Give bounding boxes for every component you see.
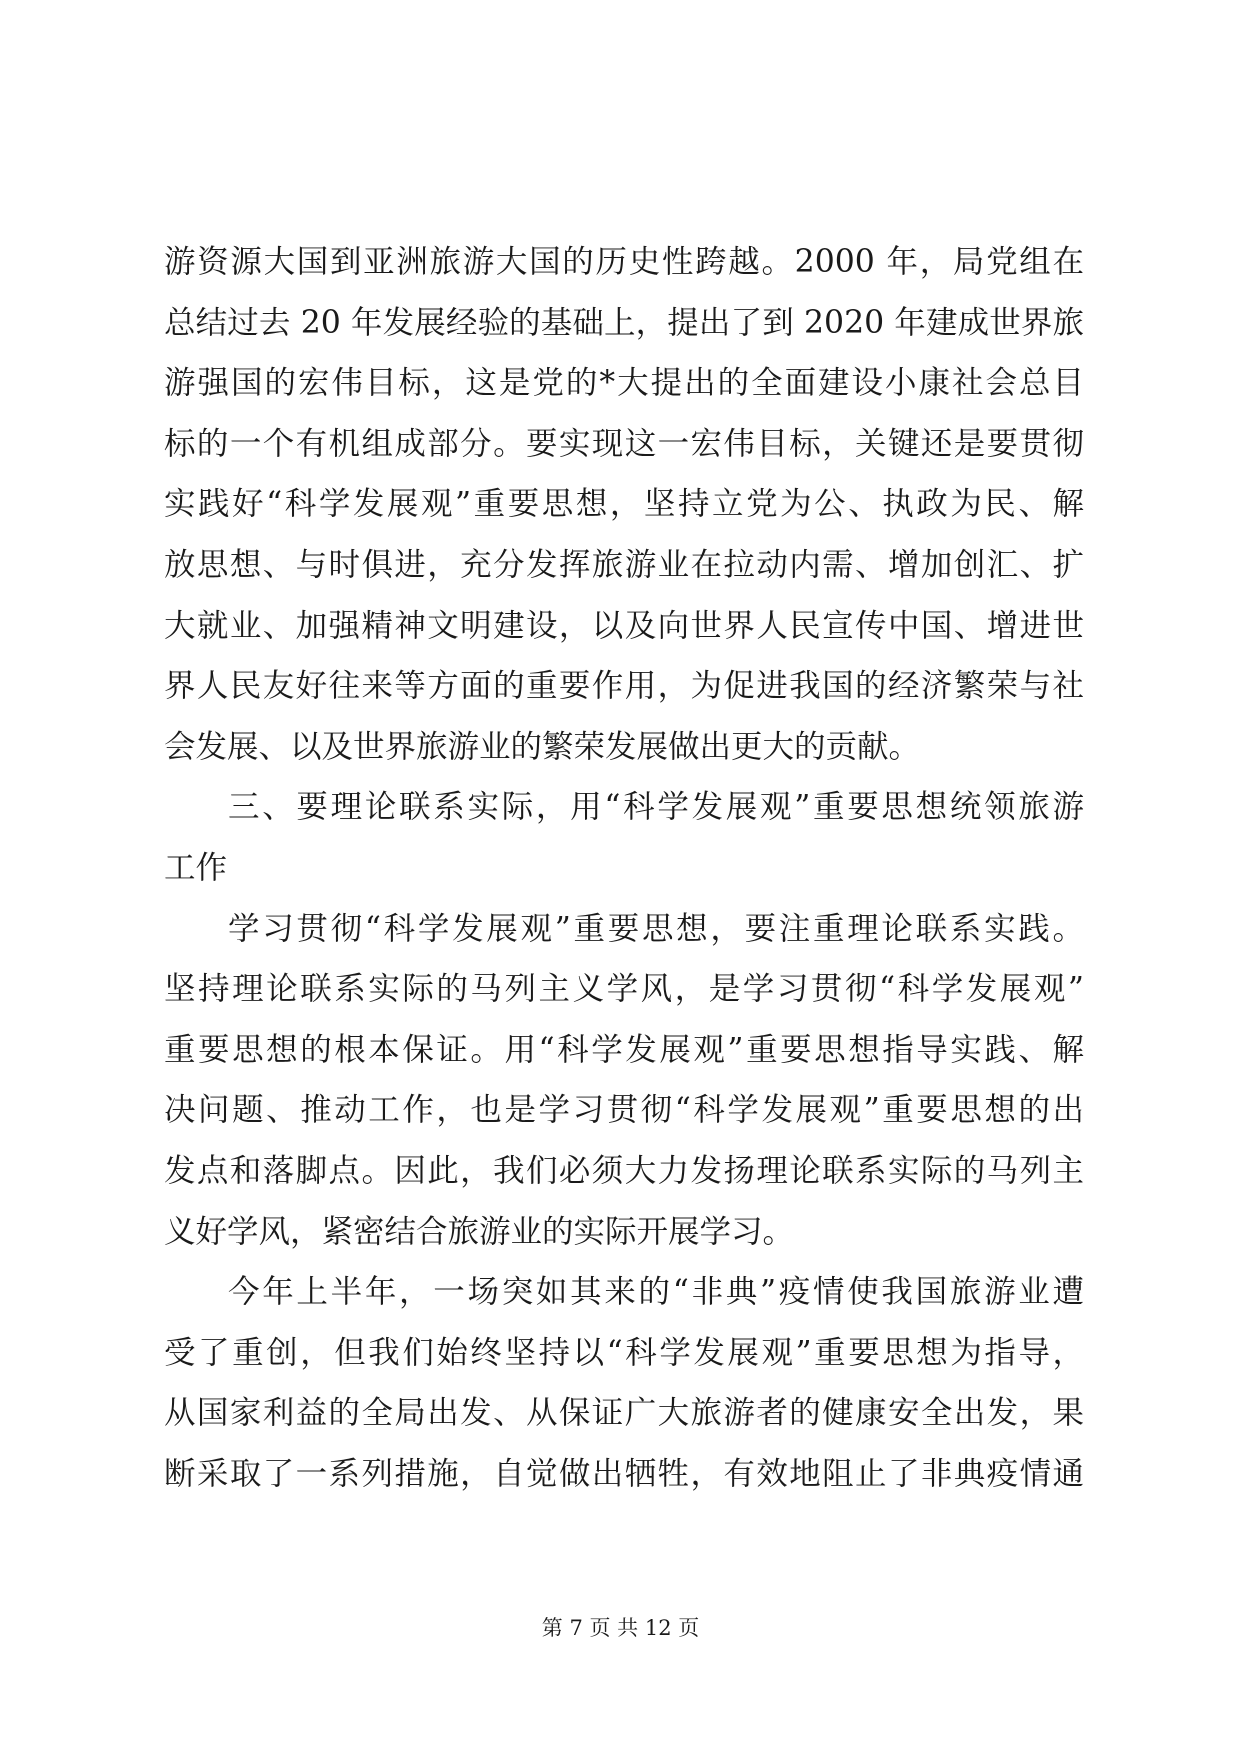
text-line: 标的一个有机组成部分。要实现这一宏伟目标，关键还是要贯彻 bbox=[164, 425, 1084, 462]
text-line: 今年上半年，一场突如其来的“非典”疫情使我国旅游业遭 bbox=[228, 1274, 1084, 1311]
page-number-footer: 第 7 页 共 12 页 bbox=[541, 1616, 700, 1640]
section-heading: 三、要理论联系实际，用“科学发展观”重要思想统领旅游 bbox=[228, 789, 1084, 826]
text-line: 决问题、推动工作，也是学习贯彻“科学发展观”重要思想的出 bbox=[164, 1092, 1084, 1129]
text-line: 义好学风，紧密结合旅游业的实际开展学习。 bbox=[164, 1213, 795, 1250]
text-line: 重要思想的根本保证。用“科学发展观”重要思想指导实践、解 bbox=[164, 1031, 1084, 1068]
text-line: 游资源大国到亚洲旅游大国的历史性跨越。2000 年，局党组在 bbox=[164, 244, 1084, 280]
text-line: 实践好“科学发展观”重要思想，坚持立党为公、执政为民、解 bbox=[164, 486, 1084, 523]
document-body bbox=[164, 232, 1084, 1504]
text-line: 界人民友好往来等方面的重要作用，为促进我国的经济繁荣与社 bbox=[164, 668, 1084, 705]
text-line: 断采取了一系列措施，自觉做出牺牲，有效地阻止了非典疫情通 bbox=[164, 1455, 1084, 1492]
text-line: 游强国的宏伟目标，这是党的*大提出的全面建设小康社会总目 bbox=[164, 365, 1084, 402]
text-line: 学习贯彻“科学发展观”重要思想，要注重理论联系实践。 bbox=[228, 910, 1084, 947]
text-line: 放思想、与时俱进，充分发挥旅游业在拉动内需、增加创汇、扩 bbox=[164, 546, 1084, 583]
text-line: 从国家利益的全局出发、从保证广大旅游者的健康安全出发，果 bbox=[164, 1395, 1084, 1432]
text-line: 会发展、以及世界旅游业的繁荣发展做出更大的贡献。 bbox=[164, 728, 921, 765]
text-line: 受了重创，但我们始终坚持以“科学发展观”重要思想为指导， bbox=[164, 1334, 1084, 1371]
text-line: 总结过去 20 年发展经验的基础上，提出了到 2020 年建成世界旅 bbox=[164, 304, 1084, 341]
text-line: 发点和落脚点。因此，我们必须大力发扬理论联系实际的马列主 bbox=[164, 1152, 1084, 1189]
text-line: 大就业、加强精神文明建设，以及向世界人民宣传中国、增进世 bbox=[164, 607, 1084, 644]
section-heading-continued: 工作 bbox=[164, 849, 228, 886]
text-line: 坚持理论联系实际的马列主义学风，是学习贯彻“科学发展观” bbox=[164, 971, 1084, 1008]
